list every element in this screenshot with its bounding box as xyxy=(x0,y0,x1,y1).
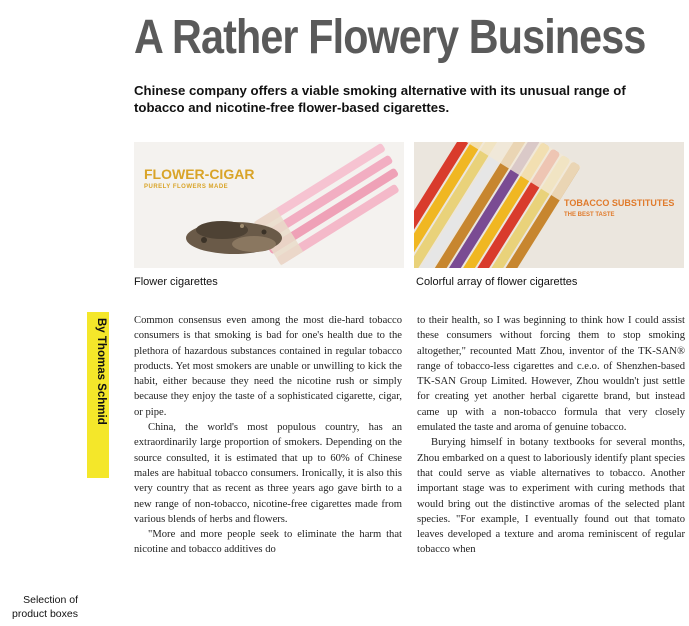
tobacco-substitutes-brand: TOBACCO SUBSTITUTES xyxy=(564,198,675,208)
caption-flower-cigarettes: Flower cigarettes xyxy=(134,276,218,288)
caption-colorful-array: Colorful array of flower cigarettes xyxy=(416,276,578,288)
tobacco-substitutes-tagline: THE BEST TASTE xyxy=(564,212,615,218)
paragraph: Common consensus even among the most die-hard tobacco consumers is that smoking is bad for one's health due to the plethora of hazardous substances contained in regular tobacco products. Yet most smokers are unable or unwilling to kick the habit, either because they need the nicotine rush or simply because they enjoy the taste of a sophisticated cigarette, cigar, or pipe. xyxy=(134,315,402,418)
paragraph: Burying himself in botany textbooks for several months, Zhou embarked on a quest to laboriously identify plant species that could serve as viable alternatives to tobacco. Another important stage was to experiment with curing methods that would bring out the distinctive aromas of the selected plant species. "For example, I eventually found out that tomato leaves developed a texture and aroma reminiscent of regular tobacco when xyxy=(417,437,685,556)
flower-cigar-image xyxy=(134,142,404,268)
paragraph: "More and more people seek to eliminate the harm that nicotine and tobacco additives do xyxy=(134,529,402,556)
flower-cigar-tagline: PURELY FLOWERS MADE xyxy=(144,184,229,190)
body-column-1 xyxy=(134,313,402,558)
headline: A Rather Flowery Business xyxy=(134,11,646,64)
paragraph: China, the world's most populous country, has an extraordinarily large proportion of smokers. Depending on the source consulted, it is estimated that up to 60% of Chinese males are habitual tobacco consumers. Ironically, it is also this very country that as recent as three years ago gave birth to a new range of non-tobacco, nicotine-free cigarettes made from various blends of herbs and flowers. xyxy=(134,422,402,525)
paragraph: to their health, so I was beginning to think how I could assist these consumers without forcing them to stop smoking altogether," recounted Matt Zhou, inventor of the TK-SAN® range of tobacco-less cigarettes and c.e.o. of Shenzhen-based TK-SAN Group Limited. However, Zhou wouldn't just settle for creating yet another herbal cigarette brand, but instead came up with a non-tobacco formula that very closely emulated the taste and aroma of genuine tobacco. xyxy=(417,315,685,434)
photo-colorful-cigarettes xyxy=(414,142,684,268)
photo-flower-cigarettes xyxy=(134,142,404,268)
subhead: Chinese company offers a viable smoking alternative with its unusual range of tobacco and nicotine-free flower-based cigarettes. xyxy=(134,83,626,115)
flower-cigar-brand: FLOWER-CIGAR xyxy=(144,166,255,182)
body-column-2 xyxy=(417,313,685,558)
byline: By Thomas Schmid xyxy=(95,318,107,425)
side-note: Selection of product boxes xyxy=(12,594,78,620)
